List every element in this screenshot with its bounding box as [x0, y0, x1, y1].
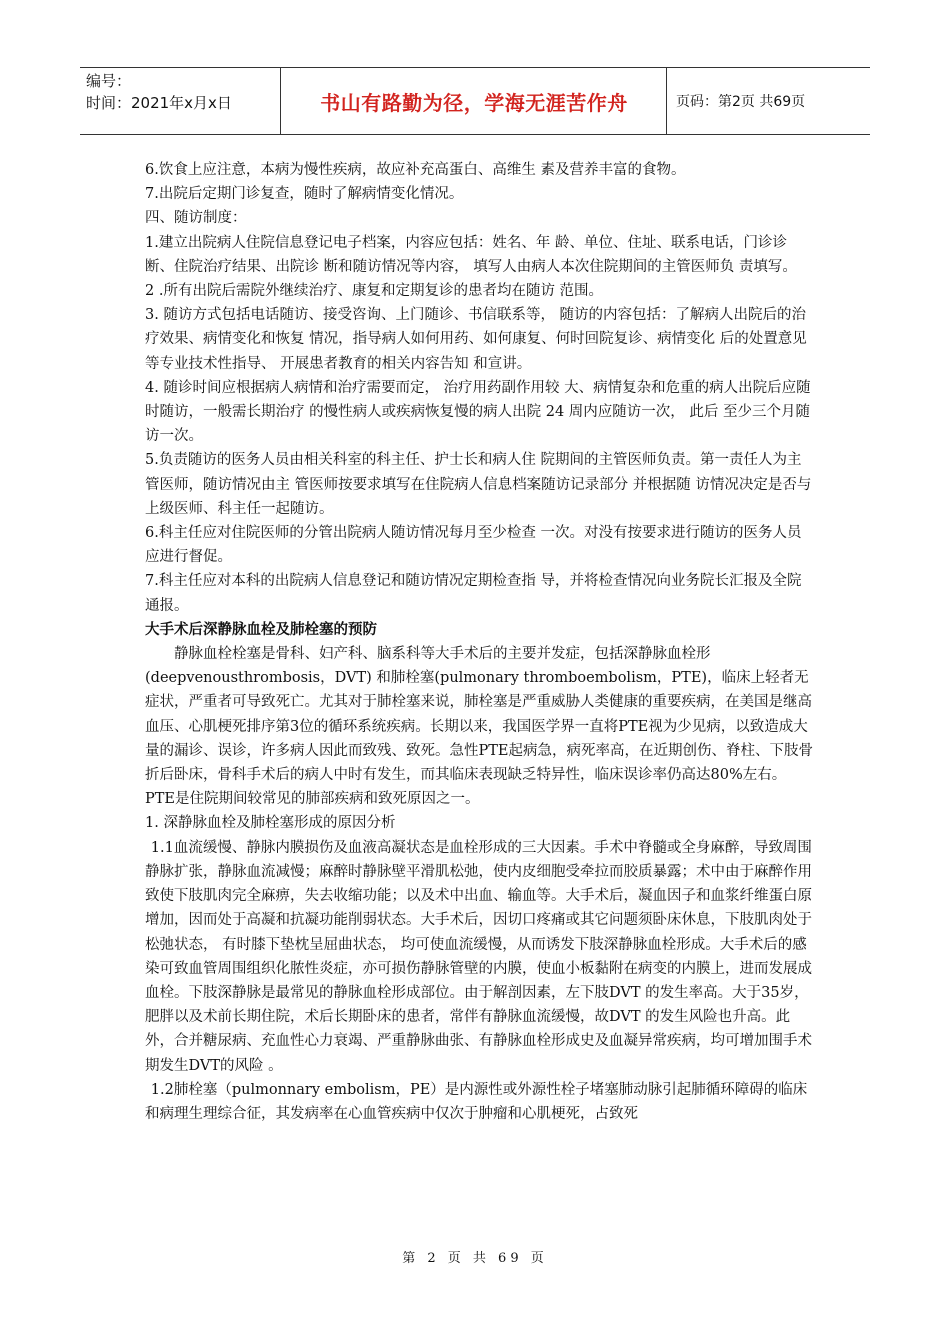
body-paragraph: 四、随访制度： — [145, 210, 247, 227]
page-footer: 第 2 页 共 69 页 — [402, 1251, 548, 1266]
document-body — [145, 158, 813, 1126]
body-paragraph: 7.出院后定期门诊复查，随时了解病情变化情况。 — [145, 186, 464, 203]
header-page-info: 页码：第2页 共69页 — [676, 94, 806, 110]
header-motto: 书山有路勤为径，学海无涯苦作舟 — [282, 68, 667, 134]
body-paragraph: 5.负责随访的医务人员由相关科室的科主任、护士长和病人住 院期间的主管医师负责。第一责任人为主管医师，随访情况由主 管医师按要求填写在住院病人信息档案随访记录部分 并根据随 访情况决定是否与上级医师、科主任一起随访。 — [145, 452, 812, 517]
document-date-label: 时间：2021年x月x日 — [86, 94, 232, 112]
page-header — [80, 67, 870, 135]
body-paragraph: 1.建立出院病人住院信息登记电子档案，内容应包括：姓名、年 龄、单位、住址、联系电话，门诊诊断、住院治疗结果、出院诊 断和随访情况等内容， 填写人由病人本次住院期间的主管医师负 责填写。 — [145, 234, 797, 275]
body-paragraph: 2 .所有出院后需院外继续治疗、康复和定期复诊的患者均在随访 范围。 — [145, 283, 604, 300]
body-paragraph: 4. 随诊时间应根据病人病情和治疗需要而定， 治疗用药副作用较 大、病情复杂和危重的病人出院后应随时随访，一般需长期治疗 的慢性病人或疾病恢复慢的病人出院 24 周内应随访一次， 此后 至少三个月随访一次。 — [145, 379, 811, 445]
body-paragraph: 1. 深静脉血栓及肺栓塞形成的原因分析 — [145, 815, 396, 832]
section-heading: 大手术后深静脉血栓及肺栓塞的预防 — [145, 621, 377, 638]
body-paragraph: 6.饮食上应注意，本病为慢性疾病，故应补充高蛋白、高维生 素及营养丰富的食物。 — [145, 162, 686, 178]
body-paragraph: 静脉血栓栓塞是骨科、妇产科、脑系科等大手术后的主要并发症，包括深静脉血栓形(deepvenousthrombosis，DVT) 和肺栓塞(pulmonary thromboembolism，PTE)，临床上轻者无症状，严重者可导致死亡。尤其对于肺栓塞来说，肺栓塞是严重威胁人类健康的重要疾病，在美国是继高血压、心肌梗死排序第3位的循环系统疾病。长期以来，我国医学界一直将PTE视为少见病，以致造成大量的漏诊、误诊，许多病人因此而致残、致死。急性PTE起病急，病死率高，在近期创伤、脊柱、下肢骨折后卧床，骨科手术后的病人中时有发生，而其临床表现缺乏特异性，临床误诊率仍高达80%左右。PTE是住院期间较常见的肺部疾病和致死原因之一。 — [145, 646, 814, 808]
body-paragraph: 1.2肺栓塞（pulmonnary embolism，PE）是内源性或外源性栓子堵塞肺动脉引起肺循环障碍的临床和病理生理综合征，其发病率在心血管疾病中仅次于肿瘤和心肌梗死，占致死 — [145, 1081, 808, 1122]
body-paragraph: 6.科主任应对住院医师的分管出院病人随访情况每月至少检查 一次。对没有按要求进行随访的医务人员应进行督促。 — [145, 525, 802, 566]
body-paragraph: 7.科主任应对本科的出院病人信息登记和随访情况定期检查指 导，并将检查情况向业务院长汇报及全院通报。 — [145, 573, 802, 614]
document-number-label: 编号： — [86, 72, 132, 90]
header-meta-cell — [80, 68, 281, 134]
body-paragraph: 1.1血流缓慢、静脉内膜损伤及血液高凝状态是血栓形成的三大因素。手术中脊髓或全身麻醉，导致周围静脉扩张，静脉血流减慢；麻醉时静脉壁平滑肌松弛，使内皮细胞受牵拉而胶质暴露；术中由于麻醉作用致使下肢肌肉完全麻痹，失去收缩功能；以及术中出血、输血等。大手术后，凝血因子和血浆纤维蛋白原增加，因而处于高凝和抗凝功能削弱状态。大手术后，因切口疼痛或其它问题须卧床休息，下肢肌肉处于松弛状态， 有时膝下垫枕呈屈曲状态， 均可使血流缓慢，从而诱发下肢深静脉血栓形成。大手术后的感染可致血管周围组织化脓性炎症，亦可损伤静脉管壁的内膜，使血小板黏附在病变的内膜上，进而发展成血栓。下肢深静脉是最常见的静脉血栓形成部位。由于解剖因素，左下肢DVT 的发生率高。大于35岁，肥胖以及术前长期住院，术后长期卧床的患者，常伴有静脉血流缓慢，故DVT 的发生风险也升高。此外，合并糖尿病、充血性心力衰竭、严重静脉曲张、有静脉血栓形成史及血凝异常疾病，均可增加围手术期发生DVT的风险 。 — [145, 839, 812, 1074]
body-paragraph: 3. 随访方式包括电话随访、接受咨询、上门随诊、书信联系等， 随访的内容包括：了解病人出院后的治疗效果、病情变化和恢复 情况，指导病人如何用药、如何康复、何时回院复诊、病情变化 后的处置意见等专业技术性指导、 开展患者教育的相关内容告知 和宣讲。 — [145, 307, 807, 372]
